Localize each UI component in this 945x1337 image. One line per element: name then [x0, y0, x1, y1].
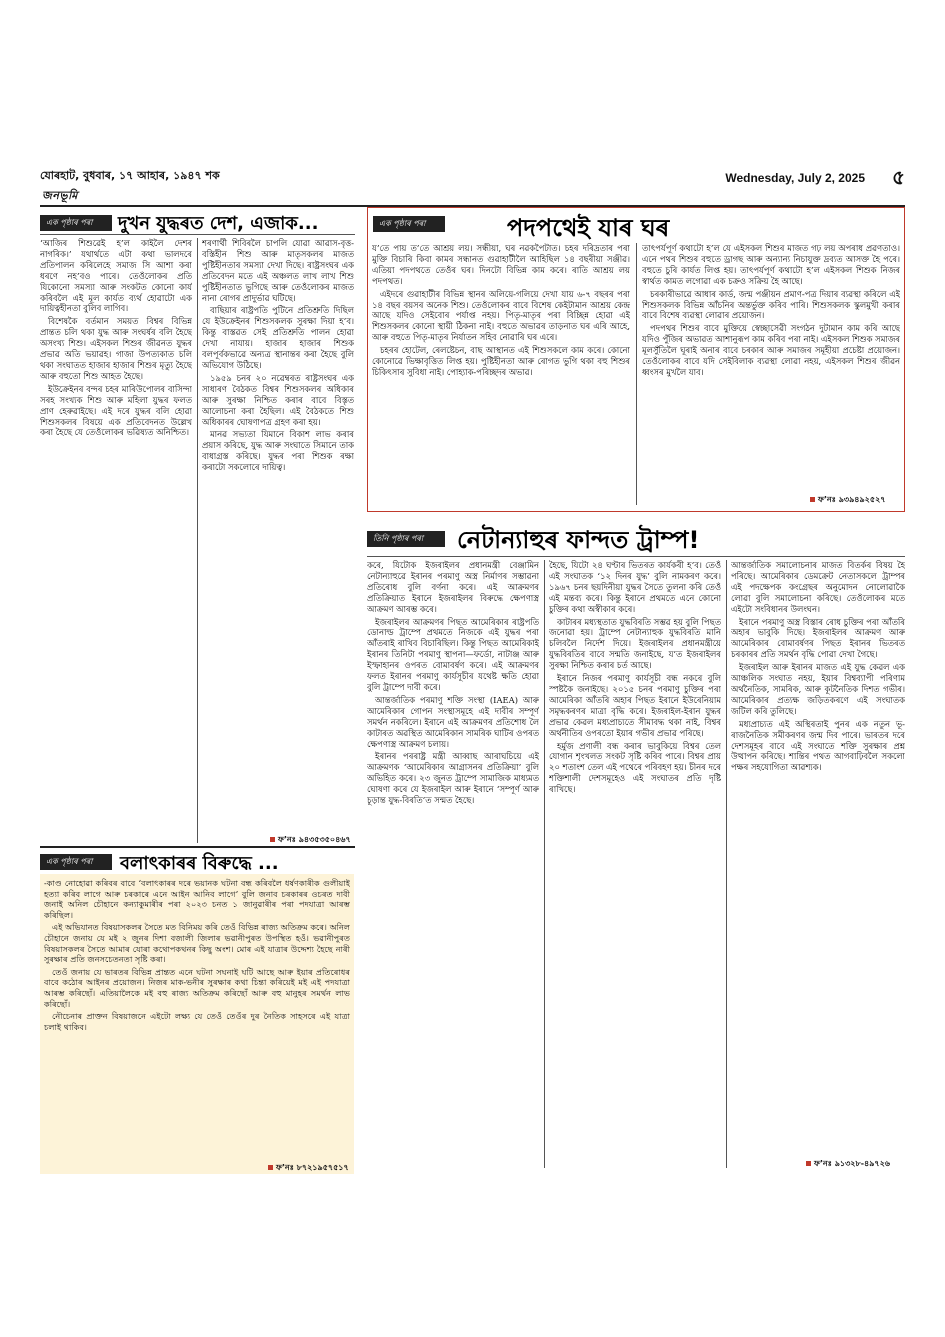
art3-headline: নেটান্যাহুৰ ফান্দত ট্ৰাম্প! [457, 526, 700, 554]
paragraph: কৰে, যিটোক ইজৰাইলৰ প্ৰধানমন্ত্ৰী বেঞ্জামিন নেটান্যাহুৱে ইৰানৰ পৰমাণু অস্ত্ৰ নিৰ্মাণৰ সম্ভাৱনা প্ৰতিৰোধ বুলি বৰ্ণনা কৰে। এই আক্ৰমণৰ প্ৰতিক্ৰিয়াত ইৰানে ইজৰাইলৰ বিৰুদ্ধে ক্ষেপণাস্ত্ৰ আক্ৰমণ আৰম্ভ কৰে। [367, 560, 539, 614]
paragraph: মধ্যপ্ৰাচ্যত এই অস্থিৰতাই পুনৰ এক নতুন ভূ-ৰাজনৈতিক সমীকৰণৰ জন্ম দিব পাৰে। ভাৰতৰ দৰে দেশসমূহৰ বাবে এই সংঘাতে শক্তি সুৰক্ষাৰ প্ৰশ্ন উত্থাপন কৰিছে। শান্তিৰ পথত আগবাঢ়িবলৈ সকলো পক্ষৰ সহযোগিতা আৱশ্যক। [731, 718, 905, 773]
paragraph: মানৱ সভ্যতা যিমানে বিকাশ লাভ কৰাৰ প্ৰয়াস কৰিছে, যুদ্ধ আৰু সংঘাতে সিমানে তাক বাধাগ্ৰস্ত কৰিছে। যুদ্ধৰ পৰা শিশুক ৰক্ষা কৰাটো সকলোৰে দায়িত্ব। [202, 429, 354, 473]
paragraph: ইজৰাইলৰ আক্ৰমণৰ পিছত আমেৰিকাৰ ৰাষ্ট্ৰপতি ডোনাল্ড ট্ৰাম্পে প্ৰথমতে নিজকে এই যুদ্ধৰ পৰা আঁতৰাই ৰাখিব বিচাৰিছিল। কিন্তু পিছত আমেৰিকাই ইৰানৰ তিনিটা পৰমাণু স্থাপনা—ফৰ্ডো, নাটাঞ্জ আৰু ইস্ফাহানৰ ওপৰত বোমাবৰ্ষণ কৰে। এই আক্ৰমণৰ ফলত ইৰানৰ পৰমাণু কাৰ্যসূচীৰ যথেষ্ট ক্ষতি হোৱা বুলি ট্ৰাম্পে দাবী কৰে। [367, 616, 539, 692]
paragraph: হৈছে, যিটো ২৪ ঘণ্টাৰ ভিতৰত কাৰ্যকৰী হ’ব। তেওঁ এই সংঘাতক ‘১২ দিনৰ যুদ্ধ’ বুলি নামকৰণ কৰে। ১৯৬৭ চনৰ ছয়দিনীয়া যুদ্ধৰ সৈতে তুলনা কৰি তেওঁ এই মন্তব্য কৰে। কিন্তু ইৰানে প্ৰথমতে এনে কোনো চুক্তিৰ কথা অস্বীকাৰ কৰে। [549, 560, 721, 614]
paragraph: বাছিয়াৰ ৰাষ্ট্ৰপতি পুটিনে প্ৰতিশ্ৰুতি দিছিল যে ইউক্ৰেইনৰ শিশুসকলক সুৰক্ষা দিয়া হ’ব। কিন্তু বাস্তৱত সেই প্ৰতিশ্ৰুতি পালন হোৱা দেখা নাযায়। হাজাৰ হাজাৰ শিশুক বলপূৰ্বকভাৱে অন্যত্ৰ স্থানান্তৰ কৰা হৈছে বুলি অভিযোগ উঠিছে। [202, 305, 354, 370]
art1-column-2 [202, 238, 354, 833]
art4-headline: বলাৎকাৰৰ বিৰুদ্ধে ... [120, 853, 279, 874]
paragraph: নৌচেনাৰ প্ৰাক্তন বিষয়াজনে এইটো লক্ষ্য যে তেওঁ তেওঁৰ দুৰ নৈতিক সাহসৰে এই যাত্ৰা চলাই থাকিব। [44, 1011, 350, 1032]
art2-column-2 [642, 243, 900, 491]
paragraph: ইৰানৰ পৰৰাষ্ট্ৰ মন্ত্ৰী আব্বাছ আৰাঘচিয়ে এই আক্ৰমণক ‘আমেৰিকাৰ আগ্ৰাসনৰ প্ৰতিক্ৰিয়া’ বুলি অভিহিত কৰে। ২৩ জুনত ট্ৰাম্পে সামাজিক মাধ্যমত ঘোষণা কৰে যে ইজৰাইল আৰু ইৰানে ‘সম্পূৰ্ণ আৰু চূড়ান্ত যুদ্ধ-বিৰতি’ত সন্মত হৈছে। [367, 751, 539, 806]
masthead [40, 165, 905, 213]
page-number: ৫ [892, 165, 905, 189]
newspaper-logo: জনভূমি [42, 189, 78, 202]
paragraph: ইজৰাইল আৰু ইৰানৰ মাজত এই যুদ্ধ কেৱল এক আঞ্চলিক সংঘাত নহয়, ইয়াৰ বিশ্বব্যাপী পৰিণাম অৰ্থনৈতিক, সামৰিক, আৰু কূটনৈতিক দিশত গভীৰ। আমেৰিকাৰ প্ৰত্যক্ষ জড়িতকৰণে এই সংঘাতক জটিল কৰি তুলিছে। [731, 662, 905, 716]
art1-phone: ফ’নঃ ৯৪৩৫৩৫০৪৬৭ [270, 834, 351, 847]
paragraph: ইউক্ৰেইনৰ বন্দৰ চহৰ মাৰিউপোলৰ বাসিন্দা সৰহ সংখ্যক শিশু আৰু মহিলা যুদ্ধৰ ফলত প্ৰাণ হেৰুৱাইছে। এই দৰে যুদ্ধৰ বলি হোৱা শিশুসকলৰ বিষয়ে এক প্ৰতিবেদনত উল্লেখ কৰা হৈছে যে তেওঁলোকৰ ভৱিষ্যত অনিশ্চিত। [40, 383, 192, 438]
paragraph: ‘আজিৰ শিশুৱেই হ’ল কাইলৈ দেশৰ নাগৰিক।’ যথাৰ্থতে এটা কথা ভালদৰে প্ৰতিপালন কৰিলেহে সমাজ সি আশা কৰা ধৰণে নহ’বও পাৰে। তেওঁলোকৰ প্ৰতি যিকোনো সমস্যা আৰু সংকটত কোনো কাৰ্য কৰিবলৈ এই মূল কাৰ্যত ব্যৰ্থ হোৱাটো এক দায়িত্বহীনতা বুলিব লাগিব। [40, 238, 192, 314]
art1-column-1 [40, 238, 192, 843]
paragraph: এইদৰে গুৱাহাটীৰ বিভিন্ন স্থানৰ অলিয়ে-গলিয়ে দেখা যায় ৬-৭ বছৰৰ পৰা ১৪ বছৰ বয়সৰ অনেক শিশু। তেওঁলোকৰ বাবে বিশেষ কেইটামান আশ্ৰয় কেন্দ্ৰ আছে যদিও সেইবোৰ পৰ্যাপ্ত নহয়। পিতৃ-মাতৃৰ পৰা বিচ্ছিন্ন হোৱা এই শিশুসকলৰ কোনো স্থায়ী ঠিকনা নাই। বহুতে অভাৱৰ তাড়নাত ঘৰ এৰি আহে, আৰু বহুতে পিতৃ-মাতৃৰ নিৰ্যাতন সহিব নোৱাৰি ঘৰ এৰে। [372, 288, 630, 343]
english-date: Wednesday, July 2, 2025 [725, 171, 865, 185]
paragraph: চহৰৰ হোটেল, ৰেলষ্টেচন, বাছ আস্থানত এই শিশুসকলে কাম কৰে। কোনো কোনোৱে ভিক্ষাবৃত্তিত লিপ্ত হয়। পুষ্টিহীনতা আৰু ৰোগত ভুগি থকা বহু শিশুৰ চিকিৎসাৰ সুবিধা নাই। পোহ্যাক-পৰিচ্ছদৰ অভাৱ। [372, 345, 630, 377]
art1-kicker: এক পৃষ্ঠাৰ পৰা [40, 215, 112, 231]
column-divider [197, 238, 198, 843]
art4-phone: ফ’নঃ ৮৭২১৯৫৭৫১৭ [268, 1162, 349, 1175]
column-divider [544, 560, 545, 1168]
art4-kicker: এক পৃষ্ঠাৰ পৰা [40, 854, 112, 870]
paragraph: তেওঁ জনায় যে ভাৰতৰ বিভিন্ন প্ৰান্তত এনে ঘটনা সঘনাই ঘটি আছে আৰু ইয়াৰ প্ৰতিৰোধৰ বাবে কঠোৰ আইনৰ প্ৰয়োজন। নিজৰ মাক-ভনীৰ সুৰক্ষাৰ কথা চিন্তা কৰিয়েই মই এই পদযাত্ৰা আৰম্ভ কৰিছোঁ। এতিয়ালৈকে মই বহু ৰাজ্য অতিক্ৰম কৰিছোঁ আৰু বহু মানুহৰ সমৰ্থন লাভ কৰিছোঁ। [44, 966, 350, 1009]
paragraph: আন্তৰ্জাতিক সমালোচনাৰ মাজত বিতৰ্কৰ বিষয় হৈ পৰিছে। আমেৰিকাৰ ডেমক্ৰেট নেতাসকলে ট্ৰাম্পৰ এই পদক্ষেপক কংগ্ৰেছৰ অনুমোদন নোলোৱাকৈ লোৱা বুলি সমালোচনা কৰিছে। তেওঁলোকৰ মতে এইটো সংবিধানৰ উলংঘন। [731, 560, 905, 614]
art3-rule [367, 556, 905, 557]
paragraph: য’তে পায় ত’তে আশ্ৰয় লয়। সন্ধীয়া, ঘৰ নৱকপৈটাত। চহৰ দৰিদ্ৰতাৰ পৰা মুক্তি বিচাৰি কিবা কামৰ সন্ধানত গুৱাহাটীলৈ আহিছিল ১৪ বছৰীয়া সঞ্জীৱ। এতিয়া পদপথতে তেওঁৰ ঘৰ। দিনটো বিভিন্ন কাম কৰে। ৰাতি আশ্ৰয় লয় পদপথত। [372, 243, 630, 286]
art1-rule [40, 234, 355, 235]
art2-phone: ফ’নঃ ৯৩৯৪৯২৫২৭ [810, 494, 885, 507]
art2-kicker: এক পৃষ্ঠাৰ পৰা [373, 216, 445, 232]
paragraph: এই অভিযানত বিষয়াসকলৰ সৈতে মত বিনিময় কৰি তেওঁ বিভিন্ন ৰাজ্য অতিক্ৰম কৰে। অনিল চৌহানে জনায় যে মই ২ জুনৰ দিশা বজালী জিলাৰ ভৱানীপুৰত উপস্থিত হওঁ। ভৱানীপুৰত বিষয়াসকলৰ সৈতে আমাৰ যোৰা কথোপকথনৰ কিছু অংশ। মোৰ এই যাত্ৰাৰ উদ্দেশ্য হৈছে নাৰী সুৰক্ষাৰ প্ৰতি জনসচেতনতা সৃষ্টি কৰা। [44, 922, 350, 965]
paragraph: ইৰানে পৰমাণু অস্ত্ৰ বিস্তাৰ ৰোধ চুক্তিৰ পৰা আঁতৰি অহাৰ ভাবুকি দিছে। ইজৰাইলৰ আক্ৰমণ আৰু আমেৰিকাৰ বোমাবৰ্ষণৰ পিছত ইৰানৰ ভিতৰত চৰকাৰৰ প্ৰতি সমৰ্থন বৃদ্ধি পোৱা দেখা গৈছে। [731, 616, 905, 660]
paragraph: কাটাৰৰ মধ্যস্থতাত যুদ্ধবিৰতি সম্ভৱ হয় বুলি পিছত জনোৱা হয়। ট্ৰাম্পে নেটান্যাহুক যুদ্ধবিৰতি মানি চলিবলৈ নিৰ্দেশ দিয়ে। ইজৰাইলৰ প্ৰধানমন্ত্ৰীয়ে যুদ্ধবিৰতিৰ বাবে সন্মতি জনাইছে, য’ত ইজৰাইলৰ সুৰক্ষা নিশ্চিত কৰাৰ চৰ্ত আছে। [549, 616, 721, 671]
art3-column-2 [549, 560, 721, 1168]
art1-headline: দুখন যুদ্ধৰত দেশ, এজাক... [118, 213, 319, 234]
paragraph: পদপথৰ শিশুৰ বাবে মুক্তিয়ে স্বেচ্ছাসেৱী সংগঠন দুটামান কাম কৰি আছে যদিও পুঁজিৰ অভাৱত আশানুৰূপ কাম কৰিব পৰা নাই। এইসকল শিশুক সমাজৰ মূলসুঁতিলৈ ঘূৰাই অনাৰ বাবে চৰকাৰ আৰু সমাজৰ সমূহীয়া প্ৰচেষ্টা প্ৰয়োজন। তেওঁলোকৰ বাবে যদি সেইবিলাক ব্যৱস্থা লোৱা নহয়, এইসকল শিশুৰ জীৱন ধ্বংসৰ মুখলৈ যাব। [642, 323, 900, 377]
paragraph: চৰকাৰীভাৱে আধাৰ কাৰ্ড, জন্ম পঞ্জীয়ন প্ৰমাণ-পত্ৰ দিয়াৰ ব্যৱস্থা কৰিলে এই শিশুসকলক বিভিন্ন আঁচনিৰ অন্তৰ্ভুক্ত কৰিব পাৰি। শিশুসকলক স্কুলমুখী কৰাৰ বাবে বিশেষ ব্যৱস্থা লোৱাৰ প্ৰয়োজন। [642, 288, 900, 321]
art4-body [44, 878, 350, 1160]
art3-phone: ফ’নঃ ৯১৩২৮-৪৯৭২৬ [806, 1158, 890, 1171]
section-rule [40, 846, 355, 848]
paragraph: শৰণাৰ্থী শিবিৰলৈ চাপলি যোৱা আৱাস-বৃত্ত-বস্তিহীন শিশু আৰু মাতৃসকলৰ মাজত পুষ্টিহীনতাৰ সমস্যা দেখা দিছে। ৰাষ্ট্ৰসংঘৰ এক প্ৰতিবেদন মতে এই অঞ্চলত লাখ লাখ শিশু পুষ্টিহীনতাত ভুগিছে আৰু তেওঁলোকৰ মাজত নানা ৰোগৰ প্ৰাদুৰ্ভাৱ ঘটিছে। [202, 238, 354, 303]
column-divider [726, 560, 727, 1168]
column-divider [636, 243, 637, 505]
paragraph: আন্তৰ্জাতিক পৰমাণু শক্তি সংস্থা (IAEA) আৰু আমেৰিকাৰ গোপন সংস্থাসমূহে এই দাবীৰ সম্পূৰ্ণ সমৰ্থন নকৰিলে। ইৰানে এই আক্ৰমণৰ প্ৰতিশোধ লৈ কাটাৰত অৱস্থিত আমেৰিকান সামৰিক ঘাটিৰ ওপৰত ক্ষেপণাস্ত্ৰ আক্ৰমণ চলায়। [367, 694, 539, 749]
art3-column-1 [367, 560, 539, 1168]
art2-column-1 [372, 243, 630, 505]
paragraph: ১৯৫৯ চনৰ ২০ নৱেম্বৰত ৰাষ্ট্ৰসংঘৰ এক সাধাৰণ বৈঠকত বিশ্বৰ শিশুসকলৰ অধিকাৰ আৰু সুৰক্ষা নিশ্চিত কৰাৰ বাবে বিস্তৃত আলোচনা কৰা হৈছিল। এই বৈঠকতে শিশু অধিকাৰৰ ঘোষণাপত্ৰ গ্ৰহণ কৰা হয়। [202, 372, 354, 427]
dateline: যোৰহাট, বুধবাৰ, ১৭ আহাৰ, ১৯৪৭ শক [40, 169, 220, 182]
art3-kicker: তিনি পৃষ্ঠাৰ পৰা [367, 531, 445, 547]
paragraph: হৰ্মুজ প্ৰণালী বন্ধ কৰাৰ ভাবুকিয়ে বিশ্বৰ তেল যোগান শৃংখলত সংকট সৃষ্টি কৰিব পাৰে। বিশ্বৰ প্ৰায় ২০ শতাংশ তেল এই পথেৰে পৰিবহণ হয়। চীনৰ দৰে শক্তিশালী দেশসমূহেও এই সংঘাতৰ প্ৰতি দৃষ্টি ৰাখিছে। [549, 740, 721, 795]
paragraph: তাৎপৰ্যপূৰ্ণ কথাটো হ’ল যে এইসকল শিশুৰ মাজত গঢ় লয় অপৰাধ প্ৰৱণতাও। এনে পথৰ শিশুৰ বহুতে ড্ৰাগছ আৰু অন্যান্য নিচাযুক্ত দ্ৰব্যত আসক্ত হৈ পৰে। বহুতে চুৰি কাৰ্যত লিপ্ত হয়। তাৎপৰ্যপূৰ্ণ কথাটো হ’ল এইসকল শিশুক নিজৰ স্বাৰ্থত কামত লগোৱা এক চক্ৰও সক্ৰিয় হৈ আছে। [642, 243, 900, 286]
paragraph: বিশেষকৈ বৰ্তমান সময়ত বিশ্বৰ বিভিন্ন প্ৰান্তত চলি থকা যুদ্ধ আৰু সংঘৰ্ষৰ বলি হৈছে অসংখ্য শিশু। এইসকল শিশুৰ জীৱনত যুদ্ধৰ প্ৰভাৱ অতি ভয়াৱহ। গাজা উপত্যকাত চলি থকা সংঘাতত হাজাৰ হাজাৰ শিশুৰ মৃত্যু হৈছে আৰু বহুতো শিশু আহত হৈছে। [40, 316, 192, 381]
paragraph: ইৰানে নিজৰ পৰমাণু কাৰ্যসূচী বন্ধ নকৰে বুলি স্পষ্টকৈ জনাইছে। ২০১৫ চনৰ পৰমাণু চুক্তিৰ পৰা আমেৰিকা আঁতৰি অহাৰ পিছত ইৰানে ইউৰেনিয়াম সমৃদ্ধকৰণৰ মাত্ৰা বৃদ্ধি কৰে। ইজৰাইল-ইৰান যুদ্ধৰ প্ৰভাৱ কেৱল মধ্যপ্ৰাচ্যতে সীমাবদ্ধ থকা নাই, বিশ্বৰ অৰ্থনীতিৰ ওপৰতো ইয়াৰ গভীৰ প্ৰভাৱ পৰিছে। [549, 673, 721, 738]
art3-column-3 [731, 560, 905, 1158]
art2-headline: পদপথেই যাৰ ঘৰ [507, 214, 670, 242]
paragraph: -কাণ্ড নোহোৱা কৰিবৰ বাবে ‘বলাৎকাৰৰ দৰে ভয়ানক ঘটনা বন্ধ কৰিবলৈ ধৰ্ষণকাৰীক গুলীয়াই হত্যা কৰিব লাগে আৰু চৰকাৰে এনে আইন আনিব লাগে’ বুলি জনাব চৰকাৰৰ ওচৰত দাবী জনাই অনিল চৌহানে কন্যাকুমাৰীৰ পৰা ২০২৩ চনত ১ জানুৱাৰীৰ পৰা পদযাত্ৰা আৰম্ভ কৰিছিল। [44, 878, 350, 920]
